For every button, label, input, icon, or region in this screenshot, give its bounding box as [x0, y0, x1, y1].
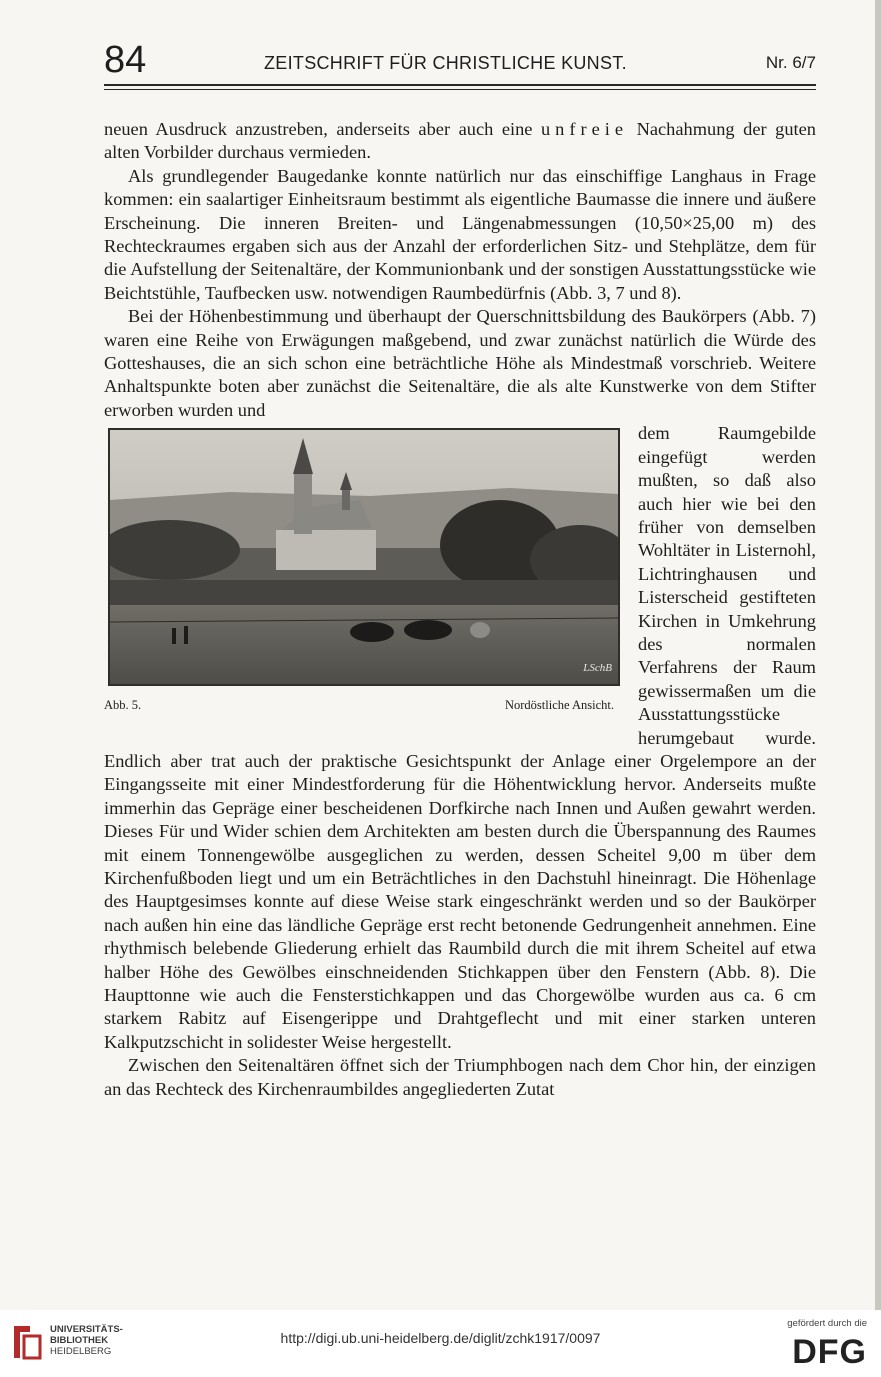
journal-title: ZEITSCHRIFT FÜR CHRISTLICHE KUNST.	[264, 53, 627, 73]
paragraph: Als grundlegender Baugedanke konnte natürlich nur das einschiffige Langhaus in Frage kommen: ein saalartiger Einheitsraum bestimmt als eigentliche Baumasse die innere und äußere Erscheinung. Die inneren Breiten- und Längenabmessungen (10,50×25,00 m) des Rechteckraumes ergaben sich aus der Anzahl der erforderlichen Sitz- und Stehplätze, dem für die Aufstellung der Seitenaltäre, der Kommunionbank und der sonstigen Ausstattungsstücke wie Beichtstühle, Taufbecken usw. notwendigen Raumbedürfnis (Abb. 3, 7 und 8).	[104, 165, 816, 303]
paragraph: dem Raumgebilde eingefügt werden mußten, so daß also auch hier wie bei den früher von demselben Wohltäter in Listernohl, Lichtringhausen und Listerscheid gestifteten Kirchen in Umkehrung des normalen Verfahrens der Raum gewissermaßen um die Ausstattungsstücke herumgebaut wurde. Endlich aber trat auch der praktische Gesichtspunkt der Anlage einer Orgelempore an der Eingangsseite mit einer Mindestforderung für die Höhentwicklung hervor. Anderseits mußte immerhin das Gepräge einer bescheidenen Dorfkirche nach Innen und Außen gewahrt werden. Dieses Für und Wider schien dem Architekten am besten durch die Überspannung des Raumes mit einem Tonnengewölbe ausgeglichen zu werden, dessen Scheitel 9,00 m über dem Kirchenfußboden liegt und um ein Beträchtliches in den Dachstuhl hineinragt. Die Höhenlage des Hauptgesimses konnte auf diese Weise stark eingeschränkt werden und so der Baukörper nach außen hin eine das ländliche Gepräge erst recht betonende Gedrungenheit annehmen. Eine rhythmisch belebende Gliederung erhielt das Raumbild durch die mit ihrem Scheitel auf etwa halber Höhe des Gewölbes einschneidenden Stichkappen über den Fenstern (Abb. 8). Die Haupttonne wie auch die Fensterstichkappen und das Chorgewölbe wurden aus ca. 6 cm starkem Rabitz auf Eisengerippe und Drahtgeflecht und mit einer starken unteren Kalkputzschicht in solidester Weise hergestellt.	[104, 423, 816, 1052]
page-edge	[875, 0, 881, 1310]
issue-number: Nr. 6/7	[765, 53, 816, 72]
church-photo	[108, 428, 620, 686]
paragraph: neuen Ausdruck anzustreben, anderseits aber auch eine unfreie Nachahmung der guten alten Vorbilder durchaus vermieden.	[104, 119, 816, 163]
photo-illustration	[110, 430, 618, 684]
running-header	[104, 36, 816, 86]
figure-label: Abb. 5.	[104, 698, 142, 713]
library-name: UNIVERSITÄTS- BIBLIOTHEK HEIDELBERG	[50, 1324, 123, 1357]
paragraph: Zwischen den Seitenaltären öffnet sich der Triumphbogen nach dem Chor hin, der einzigen an das Rechteck des Kirchenraumbildes angegliederten Zutat	[104, 1055, 816, 1099]
figure-caption: Nordöstliche Ansicht.	[504, 698, 614, 713]
photographer-signature: LSchB	[583, 661, 612, 674]
viewer-footer	[0, 1310, 881, 1377]
article-body	[104, 118, 816, 1101]
figure-abb-5	[104, 422, 626, 740]
funding-note: gefördert durch die	[787, 1318, 867, 1329]
page-number: 84	[104, 39, 147, 81]
emphasis: unfreie	[540, 119, 629, 139]
page-content	[104, 36, 816, 1099]
permalink[interactable]: http://digi.ub.uni-heidelberg.de/diglit/zchk1917/0097	[280, 1330, 601, 1346]
dfg-logo: DFG	[792, 1333, 867, 1371]
paragraph: Bei der Höhenbestimmung und überhaupt der Querschnittsbildung des Baukörpers (Abb. 7) waren eine Reihe von Erwägungen maßgebend, und zwar zunächst natürlich die Würde des Gotteshauses, die an sich schon eine beträchtliche Höhe als Mindestmaß vorschrieb. Weitere Anhaltspunkte boten aber zunächst die Seitenaltäre, die als alte Kunstwerke von dem Stifter erworben wurden und	[104, 306, 816, 420]
